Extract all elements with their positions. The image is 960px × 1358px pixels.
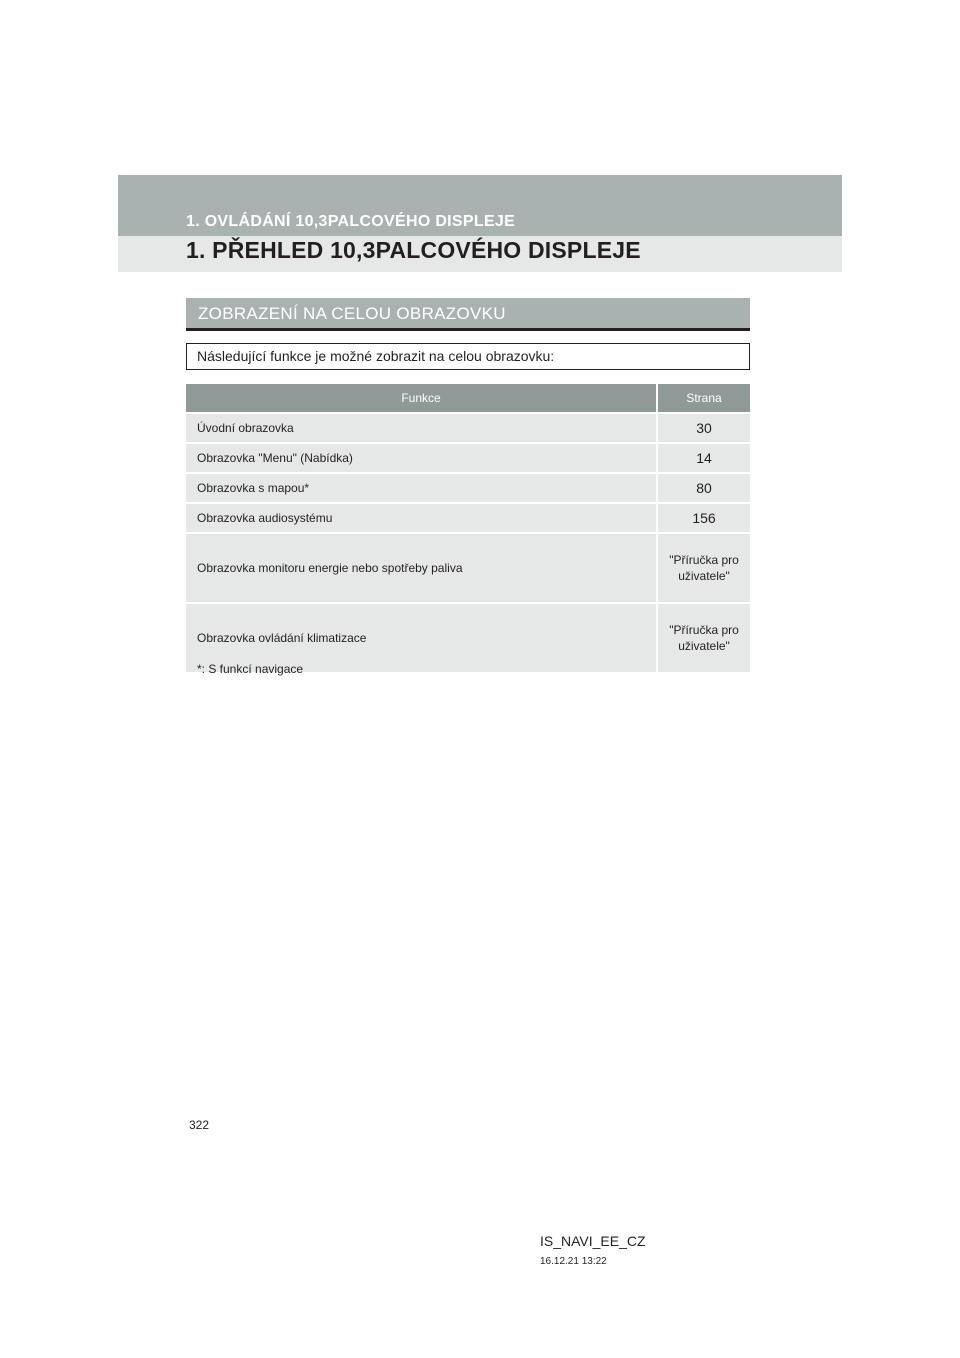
intro-box: [186, 343, 750, 370]
function-cell: Obrazovka monitoru energie nebo spotřeby paliva: [186, 534, 656, 602]
section-title: ZOBRAZENÍ NA CELOU OBRAZOVKU: [198, 304, 506, 323]
table-row: [186, 414, 750, 442]
chapter-title: 1. OVLÁDÁNÍ 10,3PALCOVÉHO DISPLEJE: [186, 213, 516, 230]
table-header-row: [186, 384, 750, 412]
intro-text: Následující funkce je možné zobrazit na celou obrazovku:: [197, 348, 555, 364]
function-cell: Úvodní obrazovka: [186, 414, 656, 442]
function-cell: Obrazovka ovládání klimatizace: [186, 604, 656, 672]
page-cell: 14: [656, 444, 750, 472]
section-header: [186, 298, 750, 331]
print-timestamp: 16.12.21 13:22: [540, 1256, 607, 1267]
column-header-function: Funkce: [186, 384, 656, 412]
footnote: *: S funkcí navigace: [197, 662, 304, 676]
page-cell: "Příručka pro uživatele": [656, 604, 750, 672]
table-row: [186, 474, 750, 502]
column-header-page: Strana: [656, 384, 750, 412]
page-number: 322: [189, 1118, 210, 1132]
function-cell: Obrazovka "Menu" (Nabídka): [186, 444, 656, 472]
table-row: [186, 444, 750, 472]
function-cell: Obrazovka audiosystému: [186, 504, 656, 532]
page-cell: 156: [656, 504, 750, 532]
page-cell: 30: [656, 414, 750, 442]
page-cell: "Příručka pro uživatele": [656, 534, 750, 602]
table-row: [186, 534, 750, 602]
page-title: 1. PŘEHLED 10,3PALCOVÉHO DISPLEJE: [186, 237, 641, 263]
document-code: IS_NAVI_EE_CZ: [540, 1233, 646, 1249]
table-row: [186, 504, 750, 532]
function-cell: Obrazovka s mapou*: [186, 474, 656, 502]
function-table: [186, 382, 750, 674]
page-cell: 80: [656, 474, 750, 502]
chapter-header: [118, 175, 842, 272]
